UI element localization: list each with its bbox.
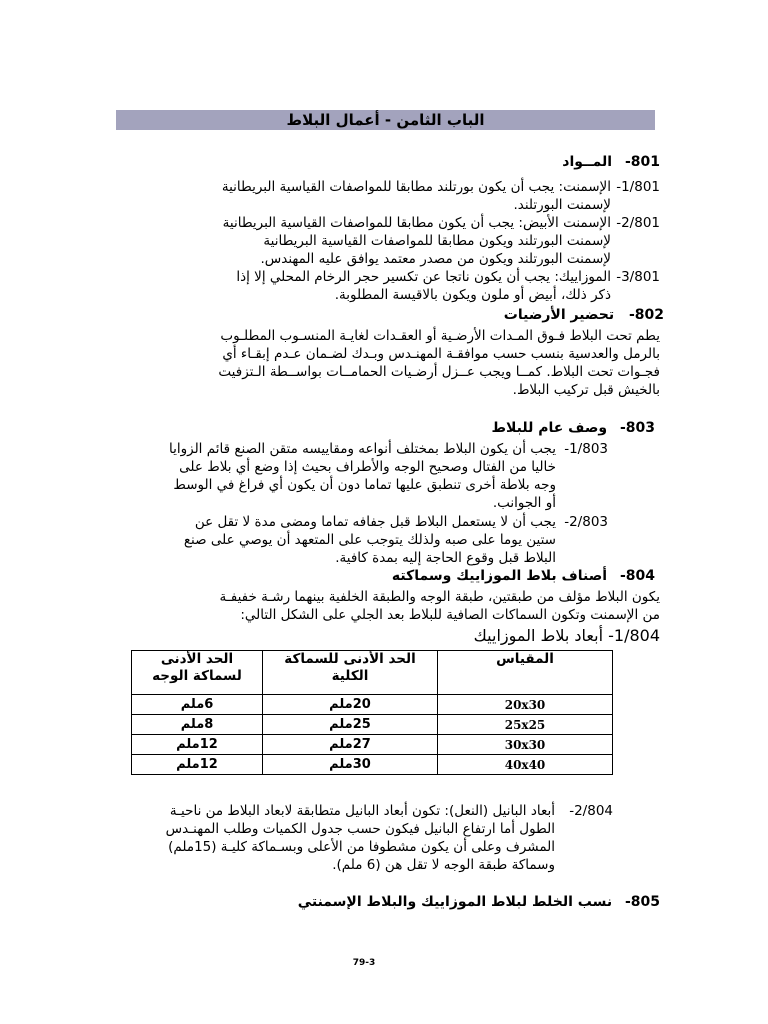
item-number: 2/804- [569, 803, 613, 819]
column-header-size: المقياس [438, 651, 613, 695]
section-title: وصف عام للبلاط [491, 420, 608, 436]
mosaic-dimensions-table [131, 650, 613, 775]
section-title: أصناف بلاط الموزاييك وسماكته [391, 568, 608, 584]
section-title: المــواد [562, 154, 613, 170]
text-line: لإسمنت البورتلند ويكون من مصدر معتمد يوافق عليه المهندس. [260, 251, 611, 267]
section-number: 803- [619, 420, 655, 436]
text-line: يجب أن لا يستعمل البلاط قبل جفافه تماما ومضى مدة لا تقل عن [194, 514, 556, 530]
cell-size: 30x30 [438, 735, 613, 755]
text-line: المشرف وعلى أن يكون مشطوفا من الأعلى وبسـماكة كليـة (15ملم) [168, 839, 555, 855]
table-header-row [132, 651, 613, 695]
cell-total: 27ملم [263, 735, 438, 755]
section-804-heading [392, 568, 655, 584]
section-805-heading [298, 894, 660, 910]
cell-face: 8ملم [132, 715, 263, 735]
table-row [132, 715, 613, 735]
text-line: يطم تحت البلاط فـوق المـدات الأرضـية أو العقـدات لغايـة المنسـوب المطلـوب [220, 328, 660, 344]
item-number: 1/803- [564, 441, 608, 457]
section-number: 802- [628, 307, 664, 323]
table-row [132, 755, 613, 775]
text-line: لإسمنت البورتلند. [513, 197, 611, 213]
text-line: أبعاد البانيل (النعل): تكون أبعاد البانيل متطابقة لابعاد البلاط من ناحيـة [169, 803, 555, 819]
section-number: 804- [619, 568, 655, 584]
text-line: من الإسمنت وتكون السماكات الصافية للبلاط بعد الجلي على الشكل التالي: [240, 607, 660, 623]
text-line: خاليا من الفتال وصحيح الوجه والأطراف بحيث إذا وضع أي بلاط على [179, 459, 556, 475]
text-line: أو الجوانب. [492, 495, 556, 511]
cell-total: 30ملم [263, 755, 438, 775]
section-803-heading [491, 420, 655, 436]
subsection-title: 1/804- أبعاد بلاط الموزاييك [473, 626, 660, 645]
cell-face: 12ملم [132, 735, 263, 755]
text-line: الإسمنت الأبيض: يجب أن يكون مطابقا للمواصفات القياسية البريطانية [222, 215, 611, 231]
cell-total: 25ملم [263, 715, 438, 735]
table-row [132, 695, 613, 715]
page-number: 79-3 [352, 958, 376, 968]
cell-size: 25x25 [438, 715, 613, 735]
text-line: وجه بلاطة أخرى تنطبق عليها تماما دون أن يكون أي فراغ في الوسط [173, 477, 556, 493]
chapter-title: الباب الثامن - أعمال البلاط [116, 110, 655, 130]
text-line: بالرمل والعدسية بنسب حسب موافقـة المهنـدس وبـدك لضـمان عـدم إبقـاء أي [222, 346, 660, 362]
column-header-face-thickness: الحد الأدنى لسماكة الوجه [132, 651, 263, 695]
text-line: الإسمنت: يجب أن يكون بورتلند مطابقا للمواصفات القياسية البريطانية [221, 179, 611, 195]
text-line: يجب أن يكون البلاط بمختلف أنواعه ومقاييسه متقن الصنع قائم الزوايا [168, 441, 556, 457]
cell-face: 12ملم [132, 755, 263, 775]
item-number: 2/801- [616, 215, 660, 231]
cell-size: 20x30 [438, 695, 613, 715]
item-number: 2/803- [564, 514, 608, 530]
text-line: ذكر ذلك، أبيض أو ملون ويكون بالاقيسة المطلوبة. [334, 287, 611, 303]
section-801-heading [562, 154, 660, 170]
section-title: نسب الخلط لبلاط الموزاييك والبلاط الإسمنتي [297, 894, 613, 910]
text-line: ستين يوما على صبه ولذلك يتوجب على المتعهد أن يوصي على صنع [183, 532, 556, 548]
cell-size: 40x40 [438, 755, 613, 775]
section-number: 801- [624, 154, 660, 170]
text-line: لإسمنت البورتلند ويكون مطابقا للمواصفات القياسية البريطانية [263, 233, 611, 249]
text-line: البلاط قبل وقوع الحاجة إليه بمدة كافية. [335, 550, 556, 566]
text-line: فجـوات تحت البلاط. كمــا ويجب عــزل أرضـيات الحمامــات بواســطة الـتزفيت [218, 364, 660, 380]
text-line: وسماكة طبقة الوجه لا تقل هن (6 ملم). [332, 857, 555, 873]
cell-total: 20ملم [263, 695, 438, 715]
section-number: 805- [624, 894, 660, 910]
item-number: 1/801- [616, 179, 660, 195]
item-number: 3/801- [616, 269, 660, 285]
text-line: الموزاييك: يجب أن يكون ناتجا عن تكسير حجر الرخام المحلي إلا إذا [236, 269, 611, 285]
section-title: تحضير الأرضيات [503, 307, 615, 323]
table-row [132, 735, 613, 755]
text-line: بالخيش قبل تركيب البلاط. [512, 382, 660, 398]
section-802-heading [504, 307, 664, 323]
column-header-total-thickness: الحد الأدنى للسماكة الكلية [263, 651, 438, 695]
text-line: يكون البلاط مؤلف من طبقتين، طبقة الوجه والطبقة الخلفية بينهما رشـة خفيفـة [219, 589, 660, 605]
cell-face: 6ملم [132, 695, 263, 715]
text-line: الطول أما ارتفاع البانيل فيكون حسب جدول الكميات وطلب المهنـدس [165, 821, 555, 837]
